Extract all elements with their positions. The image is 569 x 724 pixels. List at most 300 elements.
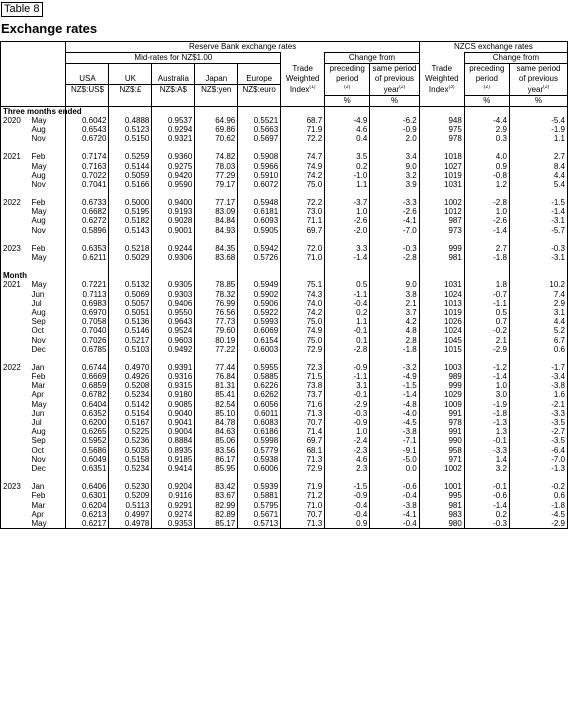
uk-cell: 0.5234 [109, 390, 152, 399]
nz-twi-cell: 1029 [419, 390, 464, 399]
twi-cell: 72.3 [281, 363, 325, 372]
nz-change-preceding-cell: -2.8 [464, 198, 509, 207]
spacer-cell [109, 354, 152, 363]
table-row [1, 253, 568, 262]
twi-cell: 74.7 [281, 152, 325, 161]
spacer-cell [1, 262, 30, 271]
nz-change-preceding-cell: 4.0 [464, 152, 509, 161]
year-cell: 2020 [1, 116, 30, 125]
change-same-period-cell: -2.6 [370, 207, 419, 216]
year-cell [1, 207, 30, 216]
twi-cell: 69.7 [281, 436, 325, 445]
table-row [1, 216, 568, 225]
change-preceding-cell: -0.4 [325, 500, 370, 509]
period-cell: Nov [31, 179, 46, 189]
year-cell [1, 335, 30, 344]
same-period-header-line1: same period [370, 64, 419, 75]
change-same-period-cell: -1.8 [370, 345, 419, 354]
spacer-row [1, 235, 568, 244]
usa-cell: 0.6669 [66, 372, 109, 381]
twi-cell: 71.6 [281, 400, 325, 409]
change-preceding-cell: 0.5 [325, 280, 370, 289]
spacer-cell [29, 189, 66, 198]
uk-cell: 0.5166 [109, 180, 152, 189]
change-same-period-cell: -9.1 [370, 446, 419, 455]
period-cell: Sep [31, 317, 46, 327]
change-same-period-cell: 3.7 [370, 308, 419, 317]
uk-cell: 0.5113 [109, 500, 152, 509]
japan-cell: 84.93 [195, 226, 238, 235]
europe-cell: 0.5922 [238, 308, 281, 317]
usa-cell: 0.7221 [66, 280, 109, 289]
spacer-cell [1, 189, 30, 198]
nz-change-preceding-cell: -1.9 [464, 400, 509, 409]
table-row [1, 482, 568, 491]
spacer-cell [370, 106, 419, 116]
nz-change-same-period-cell: 1.6 [509, 390, 567, 399]
spacer-cell [29, 143, 66, 152]
nz-twi-cell: 981 [419, 500, 464, 509]
australia-cell: 0.9116 [152, 491, 195, 500]
period-cell: Aug [31, 427, 46, 437]
japan-cell: 83.09 [195, 207, 238, 216]
uk-cell: 0.4926 [109, 372, 152, 381]
japan-cell: 83.42 [195, 482, 238, 491]
europe-cell: 0.5902 [238, 290, 281, 299]
spacer-cell [195, 473, 238, 482]
year-cell: 2021 [1, 280, 30, 289]
europe-cell: 0.6186 [238, 427, 281, 436]
australia-cell: 0.9406 [152, 299, 195, 308]
change-same-period-cell: -7.0 [370, 226, 419, 235]
period-cell: Jan [31, 482, 45, 492]
nz-same-period-header-line3 [509, 85, 567, 96]
spacer-cell [195, 189, 238, 198]
twi-cell: 69.7 [281, 226, 325, 235]
japan-cell: 85.17 [195, 519, 238, 529]
year-cell [1, 381, 30, 390]
spacer-cell [370, 143, 419, 152]
japan-cell: 82.54 [195, 400, 238, 409]
same-period-unit: % [370, 95, 419, 106]
nz-twi-header-line3 [419, 85, 464, 96]
table-row [1, 491, 568, 500]
europe-cell: 0.5966 [238, 161, 281, 170]
spacer-cell [419, 189, 464, 198]
change-same-period-cell: -0.3 [370, 244, 419, 253]
europe-cell: 0.5663 [238, 125, 281, 134]
table-row [1, 116, 568, 125]
australia-cell: 0.9204 [152, 482, 195, 491]
spacer-cell [464, 354, 509, 363]
nz-change-same-period-cell: -1.5 [509, 198, 567, 207]
year-cell [1, 180, 30, 189]
table-row [1, 317, 568, 326]
twi-cell: 73.8 [281, 381, 325, 390]
spacer-cell [109, 271, 152, 280]
nz-twi-header-line1: Trade [419, 64, 464, 75]
change-preceding-cell: 2.3 [325, 464, 370, 473]
spacer-cell [419, 354, 464, 363]
usa-cell: 0.6543 [66, 125, 109, 134]
nz-change-same-period-cell: -0.2 [509, 482, 567, 491]
year-cell [1, 134, 30, 143]
australia-cell: 0.9275 [152, 161, 195, 170]
table-row [1, 345, 568, 354]
australia-unit: NZ$:A$ [152, 85, 195, 96]
spacer-cell [1, 354, 30, 363]
year-cell [1, 372, 30, 381]
period-cell: May [31, 207, 47, 217]
australia-cell: 0.8935 [152, 446, 195, 455]
europe-cell: 0.6262 [238, 390, 281, 399]
uk-cell: 0.5132 [109, 280, 152, 289]
nz-twi-cell: 1002 [419, 464, 464, 473]
nz-change-same-period-cell: -7.0 [509, 455, 567, 464]
usa-cell: 0.6970 [66, 308, 109, 317]
change-preceding-cell: -0.4 [325, 299, 370, 308]
nz-change-preceding-cell: -0.1 [464, 436, 509, 445]
year-cell [1, 519, 30, 529]
change-same-period-cell: 3.2 [370, 171, 419, 180]
nz-same-period-footnote: (2) [543, 84, 550, 90]
twi-cell: 71.9 [281, 482, 325, 491]
twi-cell: 71.3 [281, 519, 325, 529]
year-cell [1, 253, 30, 262]
nzcs-group-header: NZCS exchange rates [419, 42, 567, 53]
period-cell: May [31, 399, 47, 409]
change-preceding-cell: -2.8 [325, 345, 370, 354]
spacer-cell [238, 106, 281, 116]
section-label: Three months ended [1, 106, 66, 116]
japan-cell: 77.22 [195, 345, 238, 354]
twi-cell: 71.4 [281, 427, 325, 436]
same-period-header-line3 [370, 85, 419, 96]
spacer-cell [238, 262, 281, 271]
nz-twi-cell: 999 [419, 244, 464, 253]
nz-change-preceding-cell: 3.2 [464, 464, 509, 473]
table-body [1, 106, 568, 529]
spacer-cell [109, 235, 152, 244]
nz-preceding-header-line2: period [464, 74, 509, 85]
change-same-period-cell: 4.2 [370, 317, 419, 326]
japan-cell: 69.86 [195, 125, 238, 134]
change-same-period-cell: -4.8 [370, 400, 419, 409]
twi-cell: 74.2 [281, 171, 325, 180]
japan-unit: NZ$:yen [195, 85, 238, 96]
uk-cell: 0.5208 [109, 381, 152, 390]
usa-cell: 0.6211 [66, 253, 109, 262]
australia-cell: 0.9550 [152, 308, 195, 317]
japan-cell: 85.10 [195, 409, 238, 418]
year-cell [1, 409, 30, 418]
table-row [1, 308, 568, 317]
spacer-cell [464, 473, 509, 482]
table-row [1, 134, 568, 143]
period-cell: Mar [31, 381, 46, 391]
japan-cell: 82.89 [195, 510, 238, 519]
nz-twi-cell: 975 [419, 125, 464, 134]
nz-twi-cell: 1013 [419, 299, 464, 308]
uk-cell: 0.5167 [109, 418, 152, 427]
spacer-cell [66, 189, 109, 198]
europe-cell: 0.5998 [238, 436, 281, 445]
japan-cell: 76.99 [195, 299, 238, 308]
spacer-cell [325, 262, 370, 271]
table-row [1, 436, 568, 445]
nz-change-preceding-cell: -2.6 [464, 216, 509, 225]
change-same-period-cell: -3.2 [370, 363, 419, 372]
japan-cell: 85.06 [195, 436, 238, 445]
japan-cell: 78.03 [195, 161, 238, 170]
nz-change-same-period-cell: 0.6 [509, 345, 567, 354]
australia-cell: 0.9041 [152, 418, 195, 427]
change-preceding-cell: -0.9 [325, 491, 370, 500]
uk-cell: 0.5029 [109, 253, 152, 262]
spacer-cell [464, 262, 509, 271]
table-row [1, 180, 568, 189]
spacer-row [1, 473, 568, 482]
nz-twi-cell: 973 [419, 226, 464, 235]
australia-cell: 0.9001 [152, 226, 195, 235]
twi-cell: 74.9 [281, 161, 325, 170]
spacer-cell [152, 235, 195, 244]
nz-change-preceding-cell: 2.9 [464, 125, 509, 134]
spacer-cell [281, 106, 325, 116]
usa-cell: 0.7026 [66, 335, 109, 344]
table-row [1, 519, 568, 529]
nz-twi-cell: 995 [419, 491, 464, 500]
australia-cell: 0.9291 [152, 500, 195, 509]
spacer-cell [29, 235, 66, 244]
nz-twi-header-line2: Weighted [419, 74, 464, 85]
europe-cell: 0.5910 [238, 171, 281, 180]
europe-cell: 0.5949 [238, 280, 281, 289]
change-same-period-cell: -4.0 [370, 409, 419, 418]
twi-header-line3 [281, 85, 325, 96]
spacer-cell [370, 473, 419, 482]
nz-change-preceding-cell: -4.4 [464, 116, 509, 125]
spacer-cell [509, 473, 567, 482]
spacer-cell [325, 354, 370, 363]
uk-cell: 0.5143 [109, 226, 152, 235]
change-same-period-cell: -4.1 [370, 216, 419, 225]
table-row [1, 500, 568, 509]
nz-change-same-period-cell: -1.4 [509, 207, 567, 216]
australia-cell: 0.9303 [152, 290, 195, 299]
year-cell [1, 491, 30, 500]
change-preceding-cell: -1.1 [325, 290, 370, 299]
uk-cell: 0.5234 [109, 464, 152, 473]
spacer-cell [419, 473, 464, 482]
twi-cell: 71.9 [281, 125, 325, 134]
japan-cell: 77.17 [195, 198, 238, 207]
usa-cell: 0.7041 [66, 180, 109, 189]
japan-cell: 83.68 [195, 253, 238, 262]
change-preceding-cell: -4.9 [325, 116, 370, 125]
spacer-cell [152, 262, 195, 271]
usa-cell: 0.6204 [66, 500, 109, 509]
australia-cell: 0.9028 [152, 216, 195, 225]
spacer-cell [109, 189, 152, 198]
nz-change-same-period-cell: -3.8 [509, 381, 567, 390]
europe-unit: NZ$:euro [238, 85, 281, 96]
table-row [1, 372, 568, 381]
twi-cell: 75.0 [281, 180, 325, 189]
japan-cell: 85.41 [195, 390, 238, 399]
usa-cell: 0.6049 [66, 455, 109, 464]
year-cell [1, 510, 30, 519]
change-preceding-cell: 0.9 [325, 519, 370, 529]
spacer-cell [509, 271, 567, 280]
section-label-row [1, 106, 568, 116]
usa-cell: 0.6785 [66, 345, 109, 354]
change-preceding-cell: 4.6 [325, 455, 370, 464]
europe-cell: 0.6154 [238, 335, 281, 344]
year-cell [1, 400, 30, 409]
change-preceding-cell: -0.3 [325, 409, 370, 418]
year-cell [1, 290, 30, 299]
year-cell [1, 216, 30, 225]
uk-cell: 0.5142 [109, 400, 152, 409]
twi-cell: 72.9 [281, 464, 325, 473]
nz-twi-cell: 983 [419, 510, 464, 519]
japan-cell: 78.32 [195, 290, 238, 299]
twi-footnote: (1) [309, 84, 316, 90]
period-cell: Mar [31, 500, 46, 510]
europe-cell: 0.5955 [238, 363, 281, 372]
twi-cell: 68.1 [281, 446, 325, 455]
japan-cell: 77.44 [195, 363, 238, 372]
japan-cell: 80.19 [195, 335, 238, 344]
usa-cell: 0.6213 [66, 510, 109, 519]
nz-twi-cell: 991 [419, 409, 464, 418]
nz-change-same-period-cell: -5.4 [509, 116, 567, 125]
nz-twi-cell: 1031 [419, 280, 464, 289]
spacer-cell [195, 235, 238, 244]
australia-cell: 0.9244 [152, 244, 195, 253]
spacer-cell [419, 106, 464, 116]
europe-cell: 0.5938 [238, 455, 281, 464]
spacer-cell [152, 473, 195, 482]
change-preceding-cell: 0.1 [325, 335, 370, 344]
nz-change-preceding-cell: -1.8 [464, 409, 509, 418]
spacer-cell [238, 354, 281, 363]
spacer-cell [66, 235, 109, 244]
spacer-cell [325, 235, 370, 244]
spacer-cell [281, 262, 325, 271]
year-cell [1, 390, 30, 399]
uk-unit: NZ$:£ [109, 85, 152, 96]
nz-change-same-period-cell: -3.4 [509, 372, 567, 381]
change-same-period-cell: -6.2 [370, 116, 419, 125]
table-row [1, 335, 568, 344]
period-cell: Jul [31, 298, 42, 308]
spacer-cell [281, 271, 325, 280]
nz-change-same-period-cell: 1.1 [509, 134, 567, 143]
australia-cell: 0.9360 [152, 152, 195, 161]
year-cell [1, 226, 30, 235]
nz-change-preceding-cell: -1.8 [464, 253, 509, 262]
uk-cell: 0.5103 [109, 345, 152, 354]
twi-cell: 71.0 [281, 500, 325, 509]
twi-cell: 71.0 [281, 253, 325, 262]
spacer-cell [419, 262, 464, 271]
usa-cell: 0.6301 [66, 491, 109, 500]
nz-twi-cell: 1018 [419, 152, 464, 161]
change-preceding-cell: -3.7 [325, 198, 370, 207]
uk-cell: 0.5069 [109, 290, 152, 299]
nz-change-same-period-cell: -1.3 [509, 464, 567, 473]
preceding-header-line1: preceding [325, 64, 370, 75]
year-cell [1, 125, 30, 134]
same-period-header-line2: of previous [370, 74, 419, 85]
spacer-cell [325, 106, 370, 116]
usa-cell: 0.6983 [66, 299, 109, 308]
nz-twi-cell: 1003 [419, 363, 464, 372]
europe-cell: 0.6181 [238, 207, 281, 216]
table-row [1, 207, 568, 216]
twi-cell: 75.0 [281, 317, 325, 326]
nz-change-preceding-cell: -0.8 [464, 171, 509, 180]
spacer-cell [66, 262, 109, 271]
spacer-cell [370, 271, 419, 280]
change-same-period-cell: -5.0 [370, 455, 419, 464]
change-same-period-cell: 2.0 [370, 134, 419, 143]
spacer-cell [109, 106, 152, 116]
nz-change-same-period-cell: 3.1 [509, 308, 567, 317]
australia-cell: 0.9414 [152, 464, 195, 473]
australia-cell: 0.9294 [152, 125, 195, 134]
nz-change-same-period-cell: -2.7 [509, 427, 567, 436]
spacer-cell [464, 189, 509, 198]
nz-change-preceding-cell: -1.1 [464, 299, 509, 308]
spacer-cell [195, 354, 238, 363]
twi-header-line2: Weighted [281, 74, 325, 85]
period-cell: Dec [31, 463, 46, 473]
period-cell: Aug [31, 124, 46, 134]
page-title: Exchange rates [1, 21, 98, 36]
spacer-cell [109, 262, 152, 271]
twi-cell: 72.9 [281, 345, 325, 354]
table-row [1, 409, 568, 418]
usa-cell: 0.7058 [66, 317, 109, 326]
year-cell [1, 345, 30, 354]
spacer-cell [281, 189, 325, 198]
spacer-cell [281, 473, 325, 482]
spacer-cell [509, 106, 567, 116]
uk-cell: 0.5059 [109, 171, 152, 180]
year-cell [1, 455, 30, 464]
nz-twi-cell: 980 [419, 519, 464, 529]
spacer-cell [109, 143, 152, 152]
usa-cell: 0.6272 [66, 216, 109, 225]
nz-change-same-period-cell: -1.7 [509, 363, 567, 372]
period-cell: Nov [31, 454, 46, 464]
uk-cell: 0.5136 [109, 317, 152, 326]
table-row [1, 226, 568, 235]
section-label: Month [1, 271, 66, 280]
europe-cell: 0.6003 [238, 345, 281, 354]
twi-cell: 74.0 [281, 299, 325, 308]
spacer-cell [152, 143, 195, 152]
nz-twi-cell: 1002 [419, 198, 464, 207]
nz-twi-cell: 999 [419, 381, 464, 390]
japan-cell: 85.95 [195, 464, 238, 473]
australia-cell: 0.9316 [152, 372, 195, 381]
usa-cell: 0.6200 [66, 418, 109, 427]
year-cell [1, 500, 30, 509]
